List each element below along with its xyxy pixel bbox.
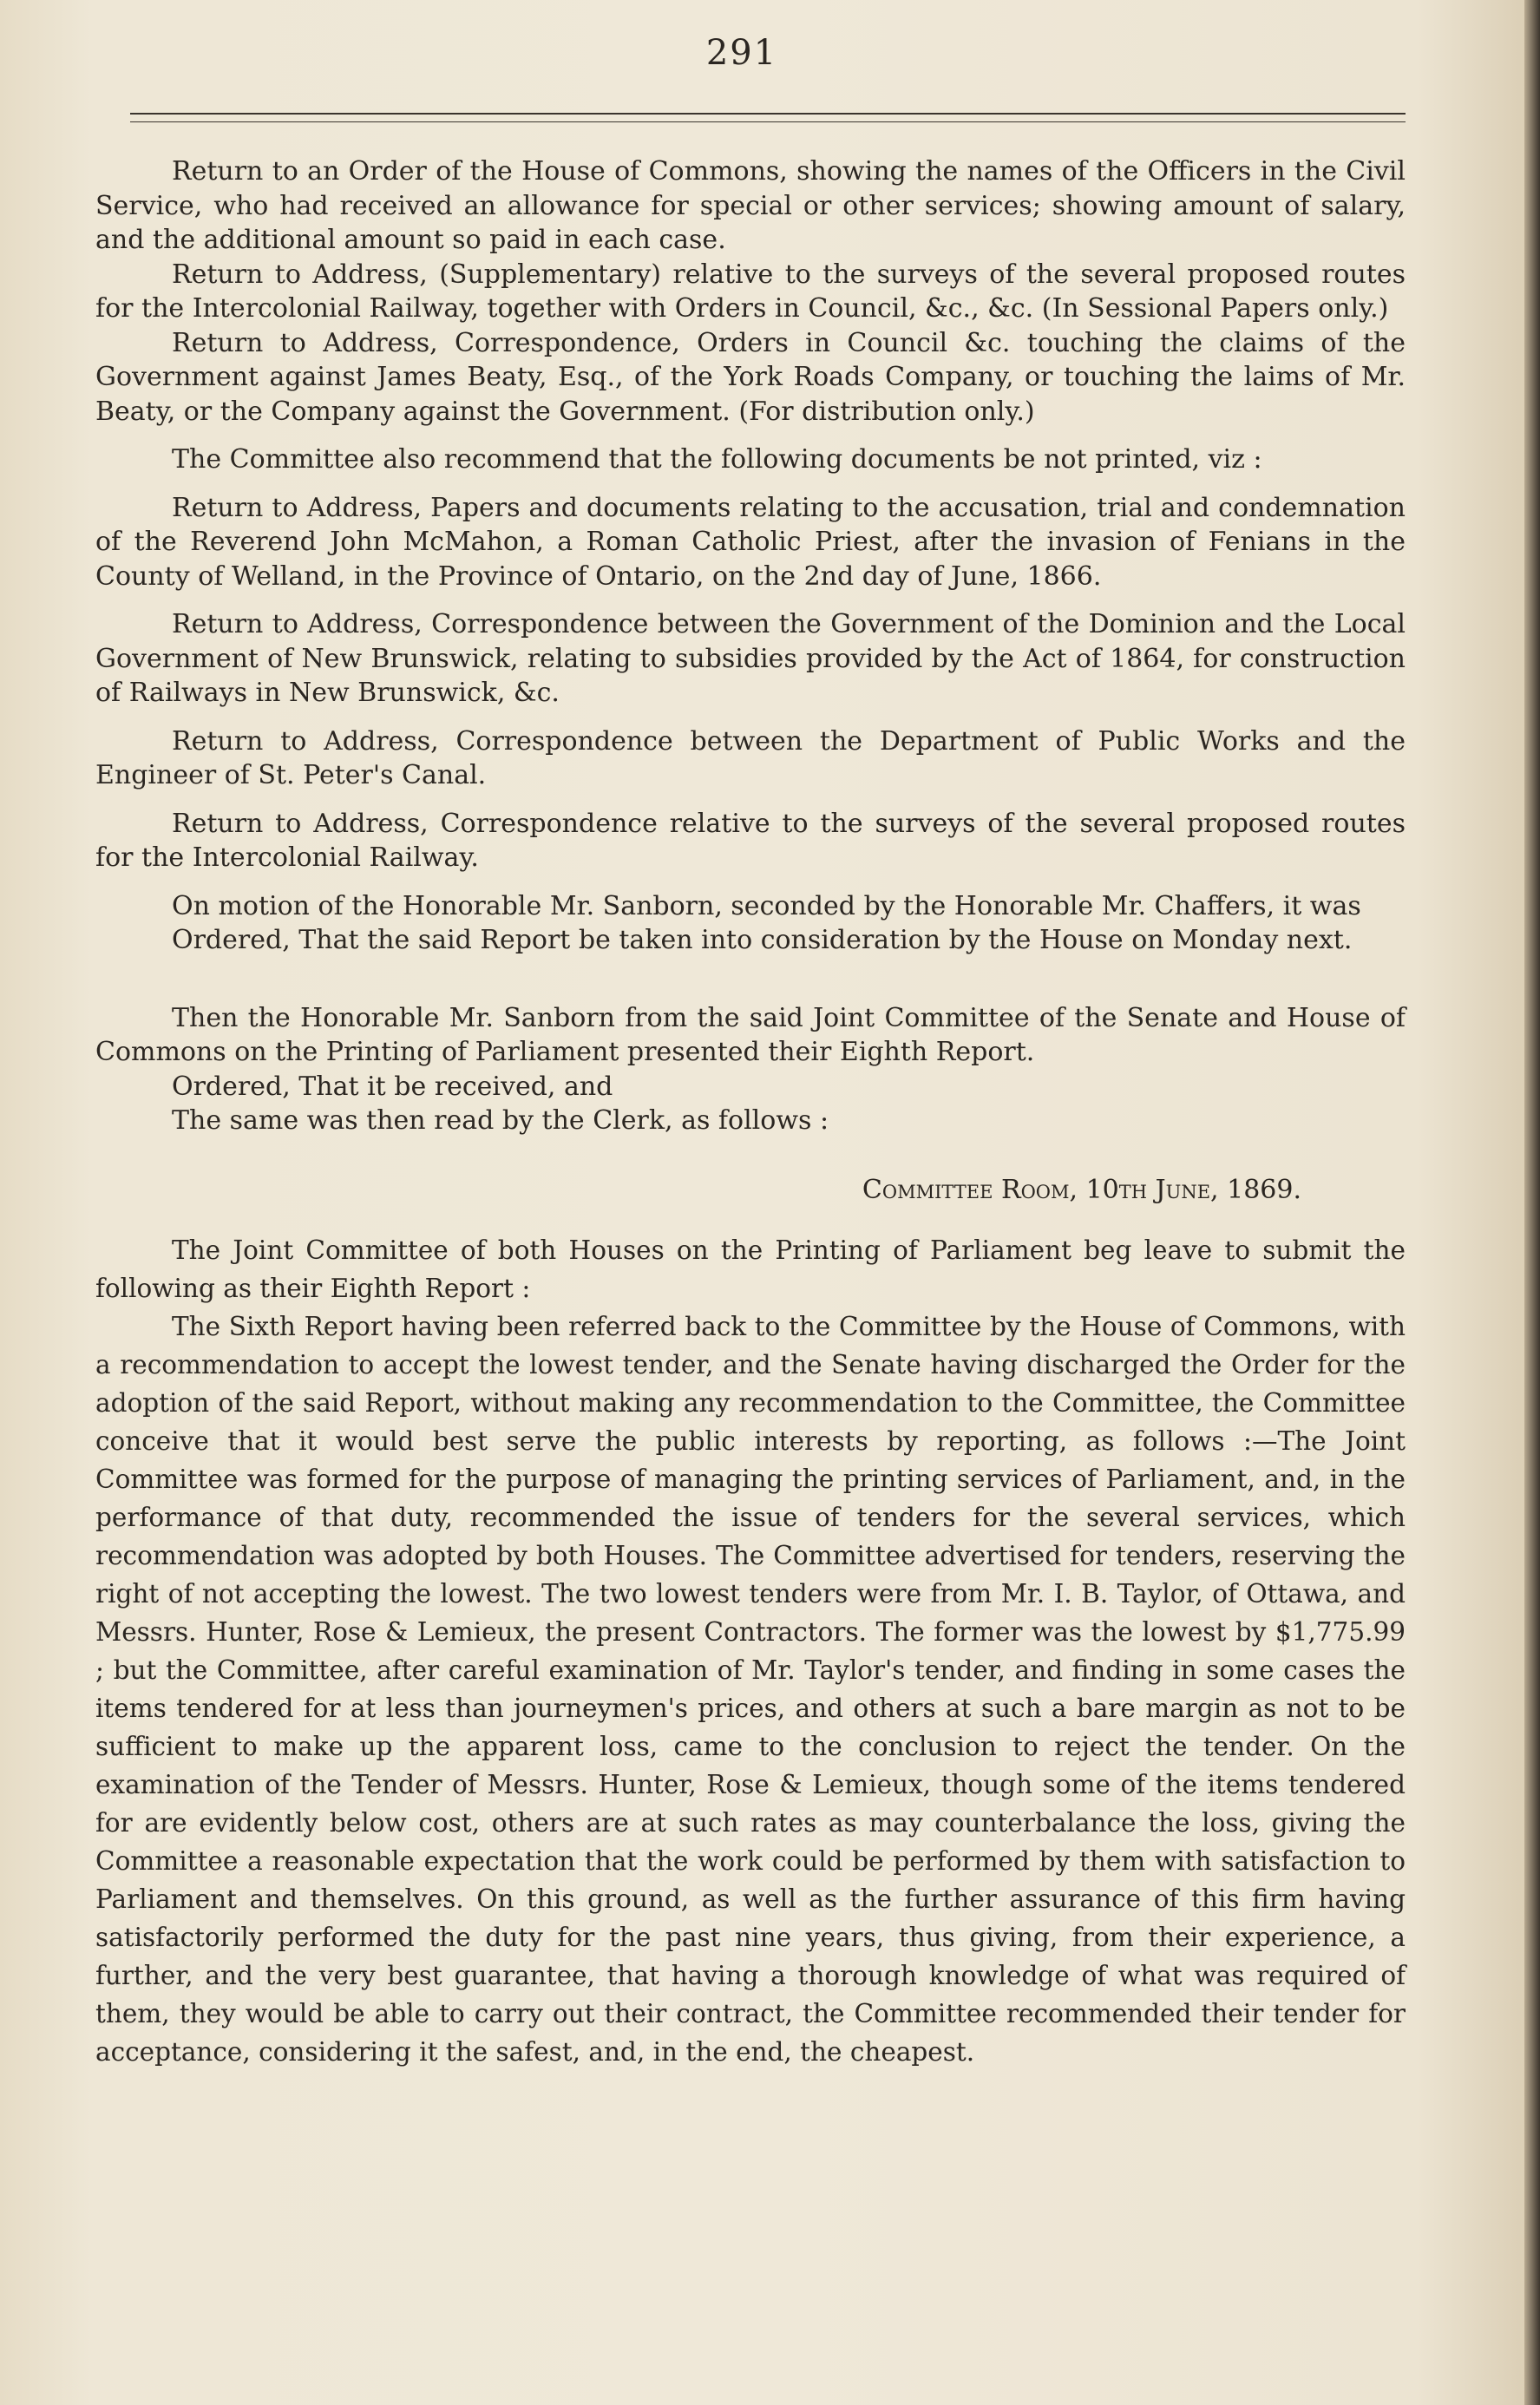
header-rule-thin	[130, 121, 1406, 122]
paragraph: Ordered, That it be received, and	[172, 1071, 613, 1102]
paragraph: Then the Honorable Mr. Sanborn from the said Joint Committee of the Senate and House of Commons on the Printing of Parliament presented their Eighth Report.	[95, 1002, 1406, 1067]
paragraph: Return to Address, Correspondence between the Government of the Dominion and the Local Government of New Brunswick, relating to subsidies provided by the Act of 1864, for construction of Railways in New Brunswick, &c.	[95, 609, 1406, 708]
committee-heading: Committee Room, 10th June, 1869.	[862, 1174, 1301, 1205]
paragraph: The same was then read by the Clerk, as follows :	[172, 1105, 829, 1136]
paragraph: Return to Address, Papers and documents relating to the accusation, trial and condemnation of the Reverend John McMahon, a Roman Catholic Priest, after the invasion of Fenians in the County of Welland, in the Province of Ontario, on the 2nd day of June, 1866.	[95, 492, 1406, 592]
paragraph: Return to Address, Correspondence, Orders in Council &c. touching the claims of the Government against James Beaty, Esq., of the York Roads Company, or touching the laims of Mr. Beaty, or the Company against the Government. (For distribution only.)	[95, 327, 1406, 427]
body-text	[95, 154, 1406, 2071]
report-paragraph: The Joint Committee of both Houses on the Printing of Parliament beg leave to submit the following as their Eighth Report :	[95, 1235, 1406, 1303]
page-number: 291	[705, 33, 778, 73]
paragraph: Ordered, That the said Report be taken into consideration by the House on Monday next.	[172, 925, 1353, 955]
paragraph: The Committee also recommend that the following documents be not printed, viz :	[172, 444, 1262, 475]
paragraph: Return to Address, Correspondence between the Department of Public Works and the Engineer of St. Peter's Canal.	[95, 725, 1406, 790]
header-rule	[130, 113, 1406, 115]
paragraph: Return to an Order of the House of Commons, showing the names of the Officers in the Civil Service, who had received an allowance for special or other services; showing amount of salary, and the additional amount so paid in each case.	[95, 156, 1406, 255]
report-paragraph: The Sixth Report having been referred back to the Committee by the House of Commons, with a recommendation to accept the lowest tender, and the Senate having discharged the Order for the adoption of the said Report, without making any recommendation to the Committee, the Committee conceive that it would best serve the public interests by reporting, as follows :—The Joint Committee was formed for the purpose of managing the printing services of Parliament, and, in the performance of that duty, recommended the issue of tenders for the several services, which recommendation was adopted by both Houses. The Committee advertised for tenders, reserving the right of not accepting the lowest. The two lowest tenders were from Mr. I. B. Taylor, of Ottawa, and Messrs. Hunter, Rose & Lemieux, the present Contractors. The former was the lowest by $1,775.99 ; but the Committee, after careful examination of Mr. Taylor's tender, and finding in some cases the items tendered for at less than journeymen's prices, and others at such a bare margin as not to be sufficient to make up the apparent loss, came to the conclusion to reject the tender. On the examination of the Tender of Messrs. Hunter, Rose & Lemieux, though some of the items tendered for are evidently below cost, others are at such rates as may counterbalance the loss, giving the Committee a reasonable expectation that the work could be performed by them with satisfaction to Parliament and themselves. On this ground, as well as the further assurance of this firm having satisfactorily performed the duty for the past nine years, thus giving, from their experience, a further, and the very best guarantee, that having a thorough knowledge of what was required of them, they would be able to carry out their contract, the Committee recommended their tender for acceptance, considering it the safest, and, in the end, the cheapest.	[95, 1312, 1406, 2067]
paragraph: Return to Address, Correspondence relative to the surveys of the several proposed routes for the Intercolonial Railway.	[95, 808, 1406, 873]
paragraph: On motion of the Honorable Mr. Sanborn, seconded by the Honorable Mr. Chaffers, it was	[172, 890, 1361, 921]
paragraph: Return to Address, (Supplementary) relative to the surveys of the several proposed routes for the Intercolonial Railway, together with Orders in Council, &c., &c. (In Sessional Papers only.)	[95, 259, 1406, 324]
book-spine-edge	[1524, 0, 1540, 2405]
eighth-report	[95, 1231, 1406, 2071]
